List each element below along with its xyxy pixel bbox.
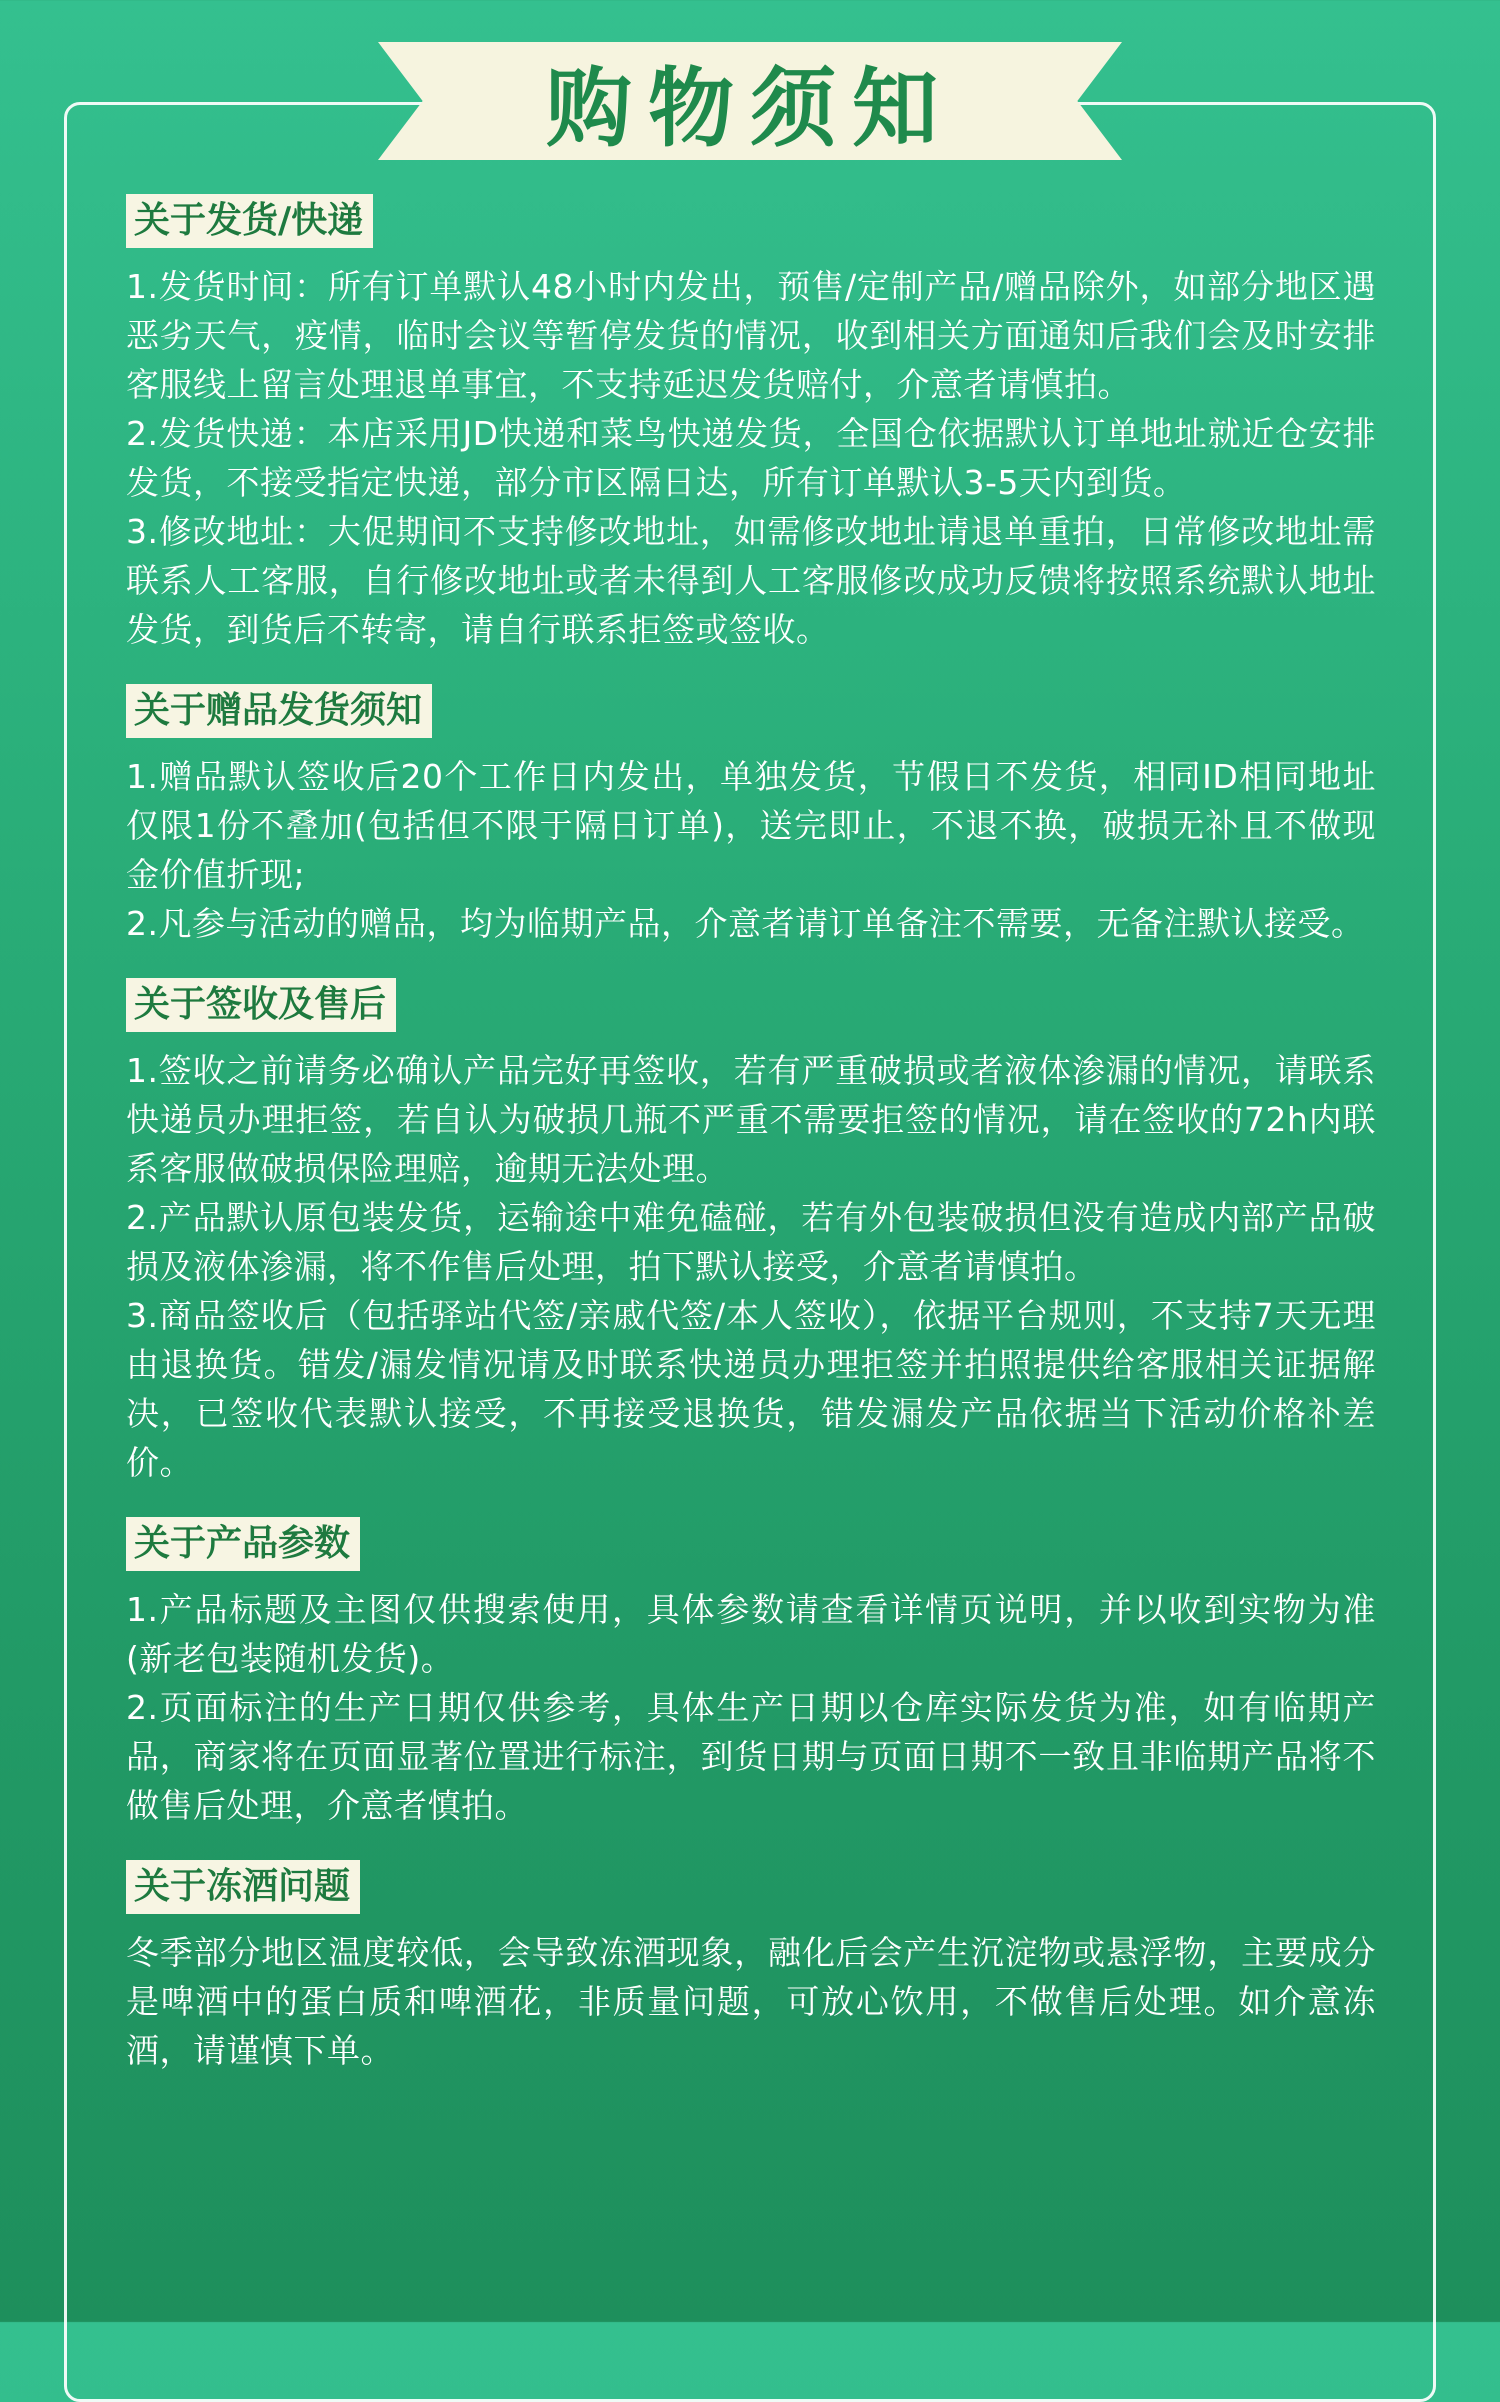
section-paragraph: 2.产品默认原包装发货，运输途中难免磕碰，若有外包装破损但没有造成内部产品破损及液体渗漏，将不作售后处理，拍下默认接受，介意者请慎拍。 [126, 1198, 1376, 1286]
section-shipping [126, 194, 1376, 654]
section-heading: 关于产品参数 [126, 1517, 360, 1571]
page-title: 购物须知 [546, 59, 954, 159]
section-paragraph: 2.页面标注的生产日期仅供参考，具体生产日期以仓库实际发货为准，如有临期产品，商家将在页面显著位置进行标注，到货日期与页面日期不一致且非临期产品将不做售后处理，介意者慎拍。 [126, 1688, 1376, 1825]
section-heading: 关于赠品发货须知 [126, 684, 432, 738]
section-gift-shipping [126, 684, 1376, 948]
section-frozen-beer [126, 1860, 1376, 2075]
section-paragraph: 冬季部分地区温度较低，会导致冻酒现象，融化后会产生沉淀物或悬浮物，主要成分是啤酒中的蛋白质和啤酒花，非质量问题，可放心饮用，不做售后处理。如介意冻酒，请谨慎下单。 [126, 1933, 1376, 2070]
section-paragraph: 1.产品标题及主图仅供搜索使用，具体参数请查看详情页说明，并以收到实物为准(新老包装随机发货)。 [126, 1590, 1376, 1678]
section-paragraph: 2.发货快递：本店采用JD快递和菜鸟快递发货，全国仓依据默认订单地址就近仓安排发货，不接受指定快递，部分市区隔日达，所有订单默认3-5天内到货。 [126, 414, 1376, 502]
section-paragraph: 3.商品签收后（包括驿站代签/亲戚代签/本人签收），依据平台规则，不支持7天无理由退换货。错发/漏发情况请及时联系快递员办理拒签并拍照提供给客服相关证据解决，已签收代表默认接受，不再接受退换货，错发漏发产品依据当下活动价格补差价。 [126, 1296, 1376, 1482]
section-receipt-aftersales [126, 978, 1376, 1487]
section-paragraph: 2.凡参与活动的赠品，均为临期产品，介意者请订单备注不需要，无备注默认接受。 [126, 904, 1365, 943]
section-paragraph: 3.修改地址：大促期间不支持修改地址，如需修改地址请退单重拍，日常修改地址需联系人工客服，自行修改地址或者未得到人工客服修改成功反馈将按照系统默认地址发货，到货后不转寄，请自行联系拒签或签收。 [126, 512, 1376, 649]
section-product-params [126, 1517, 1376, 1830]
notice-content [126, 194, 1376, 2075]
section-paragraph: 1.签收之前请务必确认产品完好再签收，若有严重破损或者液体渗漏的情况，请联系快递员办理拒签，若自认为破损几瓶不严重不需要拒签的情况，请在签收的72h内联系客服做破损保险理赔，逾期无法处理。 [126, 1051, 1376, 1188]
section-heading: 关于签收及售后 [126, 978, 396, 1032]
section-paragraph: 1.赠品默认签收后20个工作日内发出，单独发货，节假日不发货，相同ID相同地址仅限1份不叠加(包括但不限于隔日订单)，送完即止，不退不换，破损无补且不做现金价值折现; [126, 757, 1376, 894]
section-heading: 关于发货/快递 [126, 194, 373, 248]
section-heading: 关于冻酒问题 [126, 1860, 360, 1914]
section-paragraph: 1.发货时间：所有订单默认48小时内发出，预售/定制产品/赠品除外，如部分地区遇恶劣天气，疫情，临时会议等暂停发货的情况，收到相关方面通知后我们会及时安排客服线上留言处理退单事宜，不支持延迟发货赔付，介意者请慎拍。 [126, 267, 1376, 404]
